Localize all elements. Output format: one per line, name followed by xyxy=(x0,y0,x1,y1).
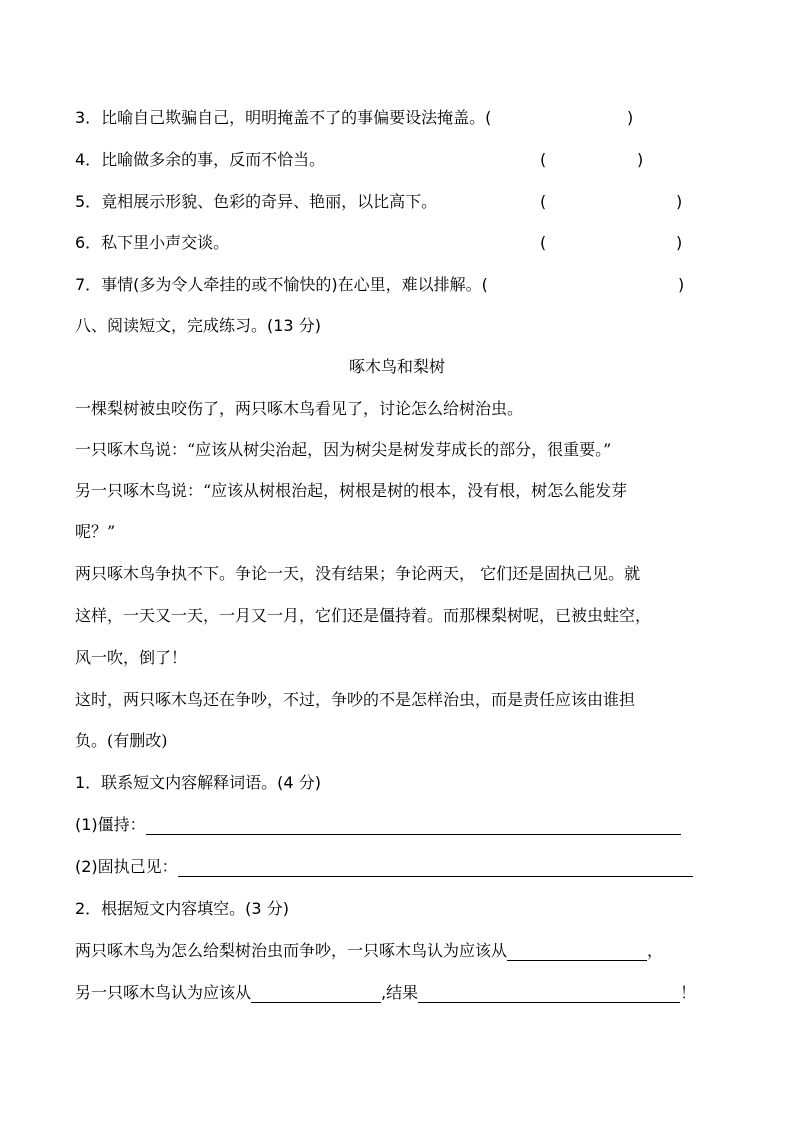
question-4 xyxy=(75,150,325,170)
story-paragraph-5-line-2: 负。(有删改) xyxy=(75,731,168,750)
question-3 xyxy=(75,108,491,128)
question-7-close-paren: ) xyxy=(678,275,685,294)
exercise-2-line-2-mid: ,结果 xyxy=(381,983,419,1002)
story-paragraph-1: 一棵梨树被虫咬伤了，两只啄木鸟看见了，讨论怎么给树治虫。 xyxy=(75,399,524,418)
question-3-close-paren: ) xyxy=(627,108,634,127)
exercise-2-line-2 xyxy=(75,983,696,1003)
story-paragraph-4-line-3: 风一吹，倒了！ xyxy=(75,648,188,667)
question-5-text: 5．竟相展示形貌、色彩的奇异、艳丽，以比高下。 xyxy=(75,192,438,211)
exercise-1-item-2 xyxy=(75,857,693,877)
question-3-text: 3．比喻自己欺骗自己，明明掩盖不了的事偏要设法掩盖。( xyxy=(75,108,492,127)
story-paragraph-3-line-2: 呢？” xyxy=(75,522,116,541)
question-6-close-paren: ) xyxy=(676,233,683,252)
section-heading: 八、阅读短文，完成练习。(13 分) xyxy=(75,316,321,335)
answer-blank-guzhijijian[interactable] xyxy=(178,858,693,877)
question-7-text: 7．事情(多为令人牵挂的或不愉快的)在心里，难以排解。( xyxy=(75,275,488,294)
exercise-1-item-1-label: (1)僵持： xyxy=(75,815,146,834)
question-5-open-paren: ( xyxy=(540,192,547,211)
question-4-open-paren: ( xyxy=(540,150,547,169)
answer-blank-jiangchi[interactable] xyxy=(146,816,681,835)
question-6-text: 6．私下里小声交谈。 xyxy=(75,233,230,252)
story-title: 啄木鸟和梨树 xyxy=(348,357,445,376)
exercise-2-line-2-text: 另一只啄木鸟认为应该从 xyxy=(75,983,252,1002)
answer-blank-first-bird[interactable] xyxy=(507,942,647,961)
exercise-2-line-2-end: ！ xyxy=(680,983,697,1002)
question-4-close-paren: ) xyxy=(637,150,644,169)
answer-blank-result[interactable] xyxy=(418,984,680,1003)
story-paragraph-3-line-1: 另一只啄木鸟说：“应该从树根治起，树根是树的根本，没有根，树怎么能发芽 xyxy=(75,481,628,500)
question-6 xyxy=(75,233,229,253)
story-paragraph-5-line-1: 这时，两只啄木鸟还在争吵，不过，争吵的不是怎样治虫，而是责任应该由谁担 xyxy=(75,690,636,709)
exercise-2-line-1 xyxy=(75,941,663,961)
story-paragraph-4-line-2: 这样，一天又一天，一月又一月，它们还是僵持着。而那棵梨树呢，已被虫蛀空， xyxy=(75,606,652,625)
exercise-1-item-1 xyxy=(75,815,681,835)
exercise-1-item-2-label: (2)固执己见： xyxy=(75,857,178,876)
story-paragraph-4-line-1: 两只啄木鸟争执不下。争论一天，没有结果；争论两天， 它们还是固执己见。就 xyxy=(75,564,641,583)
exercise-2-heading: 2．根据短文内容填空。(3 分) xyxy=(75,899,289,918)
story-paragraph-2: 一只啄木鸟说：“应该从树尖治起，因为树尖是树发芽成长的部分，很重要。” xyxy=(75,440,612,459)
answer-blank-second-bird[interactable] xyxy=(251,984,381,1003)
question-4-text: 4．比喻做多余的事，反而不恰当。 xyxy=(75,150,326,169)
exercise-1-heading: 1．联系短文内容解释词语。(4 分) xyxy=(75,773,321,792)
question-6-open-paren: ( xyxy=(540,233,547,252)
question-5 xyxy=(75,192,437,212)
exercise-2-line-1-end: ， xyxy=(647,941,664,960)
question-7 xyxy=(75,275,488,295)
question-5-close-paren: ) xyxy=(676,192,683,211)
exercise-2-line-1-text: 两只啄木鸟为怎么给梨树治虫而争吵，一只啄木鸟认为应该从 xyxy=(75,941,508,960)
